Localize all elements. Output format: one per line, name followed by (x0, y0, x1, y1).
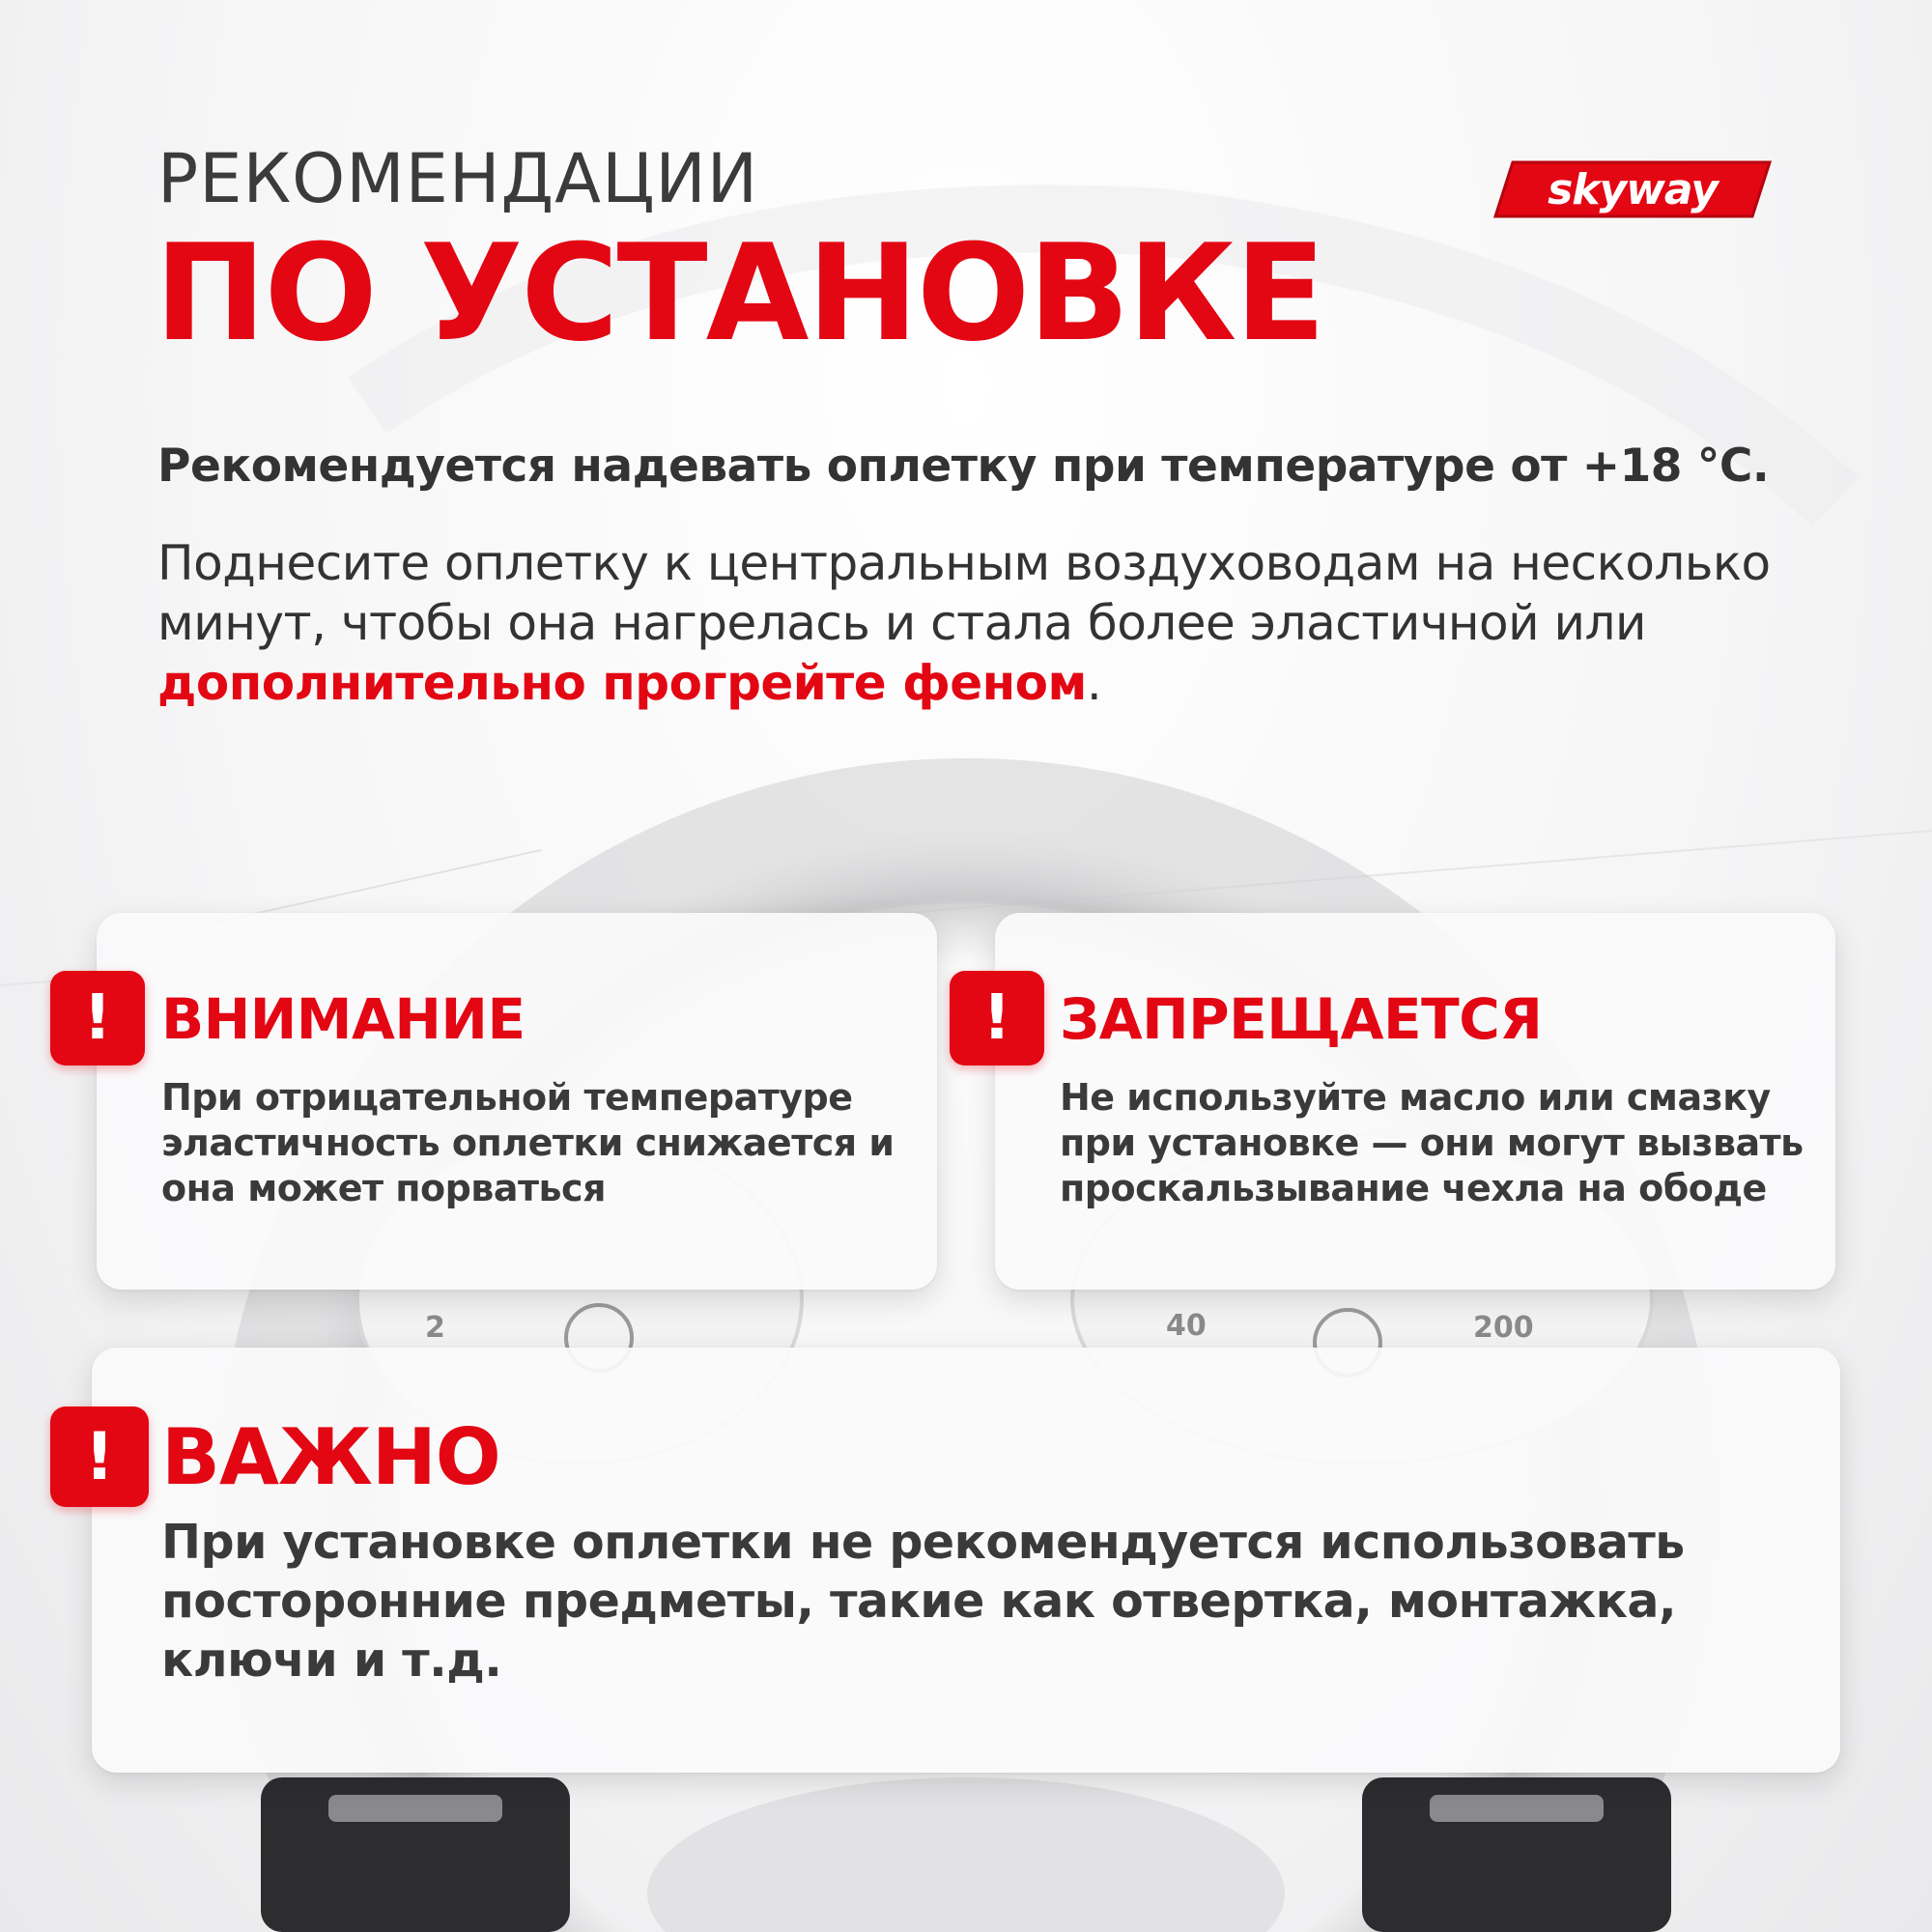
logo-text: skyway (1548, 164, 1718, 214)
page-title: ПО УСТАНОВКЕ (155, 215, 1324, 371)
intro-text: Поднесите оплетку к центральным воздуховодам на несколько минут, чтобы она нагрелась и стала более эластичной или (157, 535, 1771, 651)
skyway-logo (1488, 158, 1777, 220)
intro-text-end: . (1086, 655, 1102, 711)
intro-paragraph (157, 533, 1819, 713)
gauge-label: 2 (425, 1311, 445, 1345)
warning-title: ВНИМАНИЕ (161, 986, 526, 1052)
important-title: ВАЖНО (161, 1412, 500, 1502)
exclamation-icon: ! (50, 1406, 149, 1507)
exclamation-icon: ! (950, 971, 1044, 1065)
intro-accent: дополнительно прогрейте феном (157, 655, 1087, 711)
gauge-label: 40 (1166, 1309, 1207, 1343)
prohibited-title: ЗАПРЕЩАЕТСЯ (1060, 986, 1543, 1052)
warning-text: При отрицательной температуре эластичность оплетки снижается и она может порваться (161, 1076, 895, 1209)
gauge-label: 200 (1473, 1311, 1534, 1345)
page-subtitle: РЕКОМЕНДАЦИИ (157, 139, 759, 218)
intro-recommendation: Рекомендуется надевать оплетку при температуре от +18 °С. (157, 440, 1770, 493)
prohibited-text: Не используйте масло или смазку при установке — они могут вызвать проскальзывание чехла на ободе (1060, 1076, 1804, 1209)
exclamation-icon: ! (50, 971, 145, 1065)
important-text: При установке оплетки не рекомендуется использовать посторонние предметы, такие как отвертка, монтажка, ключи и т.д. (161, 1515, 1685, 1688)
